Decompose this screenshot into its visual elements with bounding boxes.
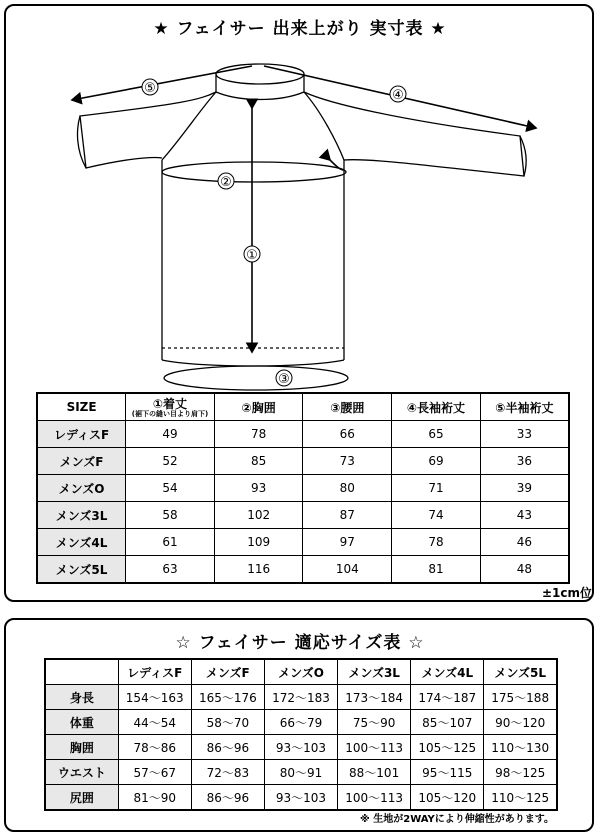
table-row: メンズ3L 58 102 87 74 43: [37, 502, 569, 529]
table-row: レディスF 49 78 66 65 33: [37, 421, 569, 448]
header-long-sleeve: ④長袖裄丈: [392, 393, 481, 421]
size-table: [36, 392, 570, 584]
table-row: 体重 44〜54 58〜70 66〜79 75〜90 85〜107 90〜120: [45, 710, 557, 735]
marker-4: ④: [392, 88, 404, 103]
table-row: ウエスト 57〜67 72〜83 80〜91 88〜101 95〜115 98〜125: [45, 760, 557, 785]
table-row: 尻囲 81〜90 86〜96 93〜103 100〜113 105〜120 110〜125: [45, 785, 557, 811]
unit-note: ±1cm位: [541, 586, 592, 600]
hem-ellipse: [164, 366, 348, 390]
table-row: 胸囲 78〜86 86〜96 93〜103 100〜113 105〜125 110〜130: [45, 735, 557, 760]
marker-1: ①: [246, 248, 258, 263]
table-row: メンズO 54 93 80 71 39: [37, 475, 569, 502]
marker-3: ③: [278, 372, 290, 387]
fit-table-title: ☆ フェイサー 適応サイズ表 ☆: [175, 633, 425, 653]
fit-note: ※ 生地が2WAYにより伸縮性があります。: [360, 814, 554, 825]
header-length: ①着丈 (裾下の縫い目より肩下): [126, 393, 215, 421]
chest-ellipse: [162, 162, 346, 182]
page-title: ★ フェイサー 出来上がり 実寸表 ★: [153, 19, 447, 39]
header-short-sleeve: ⑤半袖裄丈: [480, 393, 569, 421]
table-row: メンズ5L 63 116 104 81 48: [37, 556, 569, 584]
header-size: SIZE: [37, 393, 126, 421]
table-row: メンズ4L 61 109 97 78 46: [37, 529, 569, 556]
collar: [216, 64, 304, 84]
left-sleeve: [80, 92, 216, 168]
table-row: メンズF 52 85 73 69 36: [37, 448, 569, 475]
header-blank: [45, 659, 118, 685]
table-header-row: [37, 393, 569, 421]
right-sleeve: [304, 92, 524, 176]
marker-2: ②: [220, 175, 232, 190]
marker-5: ⑤: [144, 81, 156, 96]
fit-size-table: [44, 658, 558, 811]
table-header-row: レディスF メンズF メンズO メンズ3L メンズ4L メンズ5L: [45, 659, 557, 685]
table-row: 身長 154〜163 165〜176 172〜183 173〜184 174〜187 175〜188: [45, 685, 557, 710]
header-chest: ②胸囲: [214, 393, 303, 421]
header-hip: ③腰囲: [303, 393, 392, 421]
